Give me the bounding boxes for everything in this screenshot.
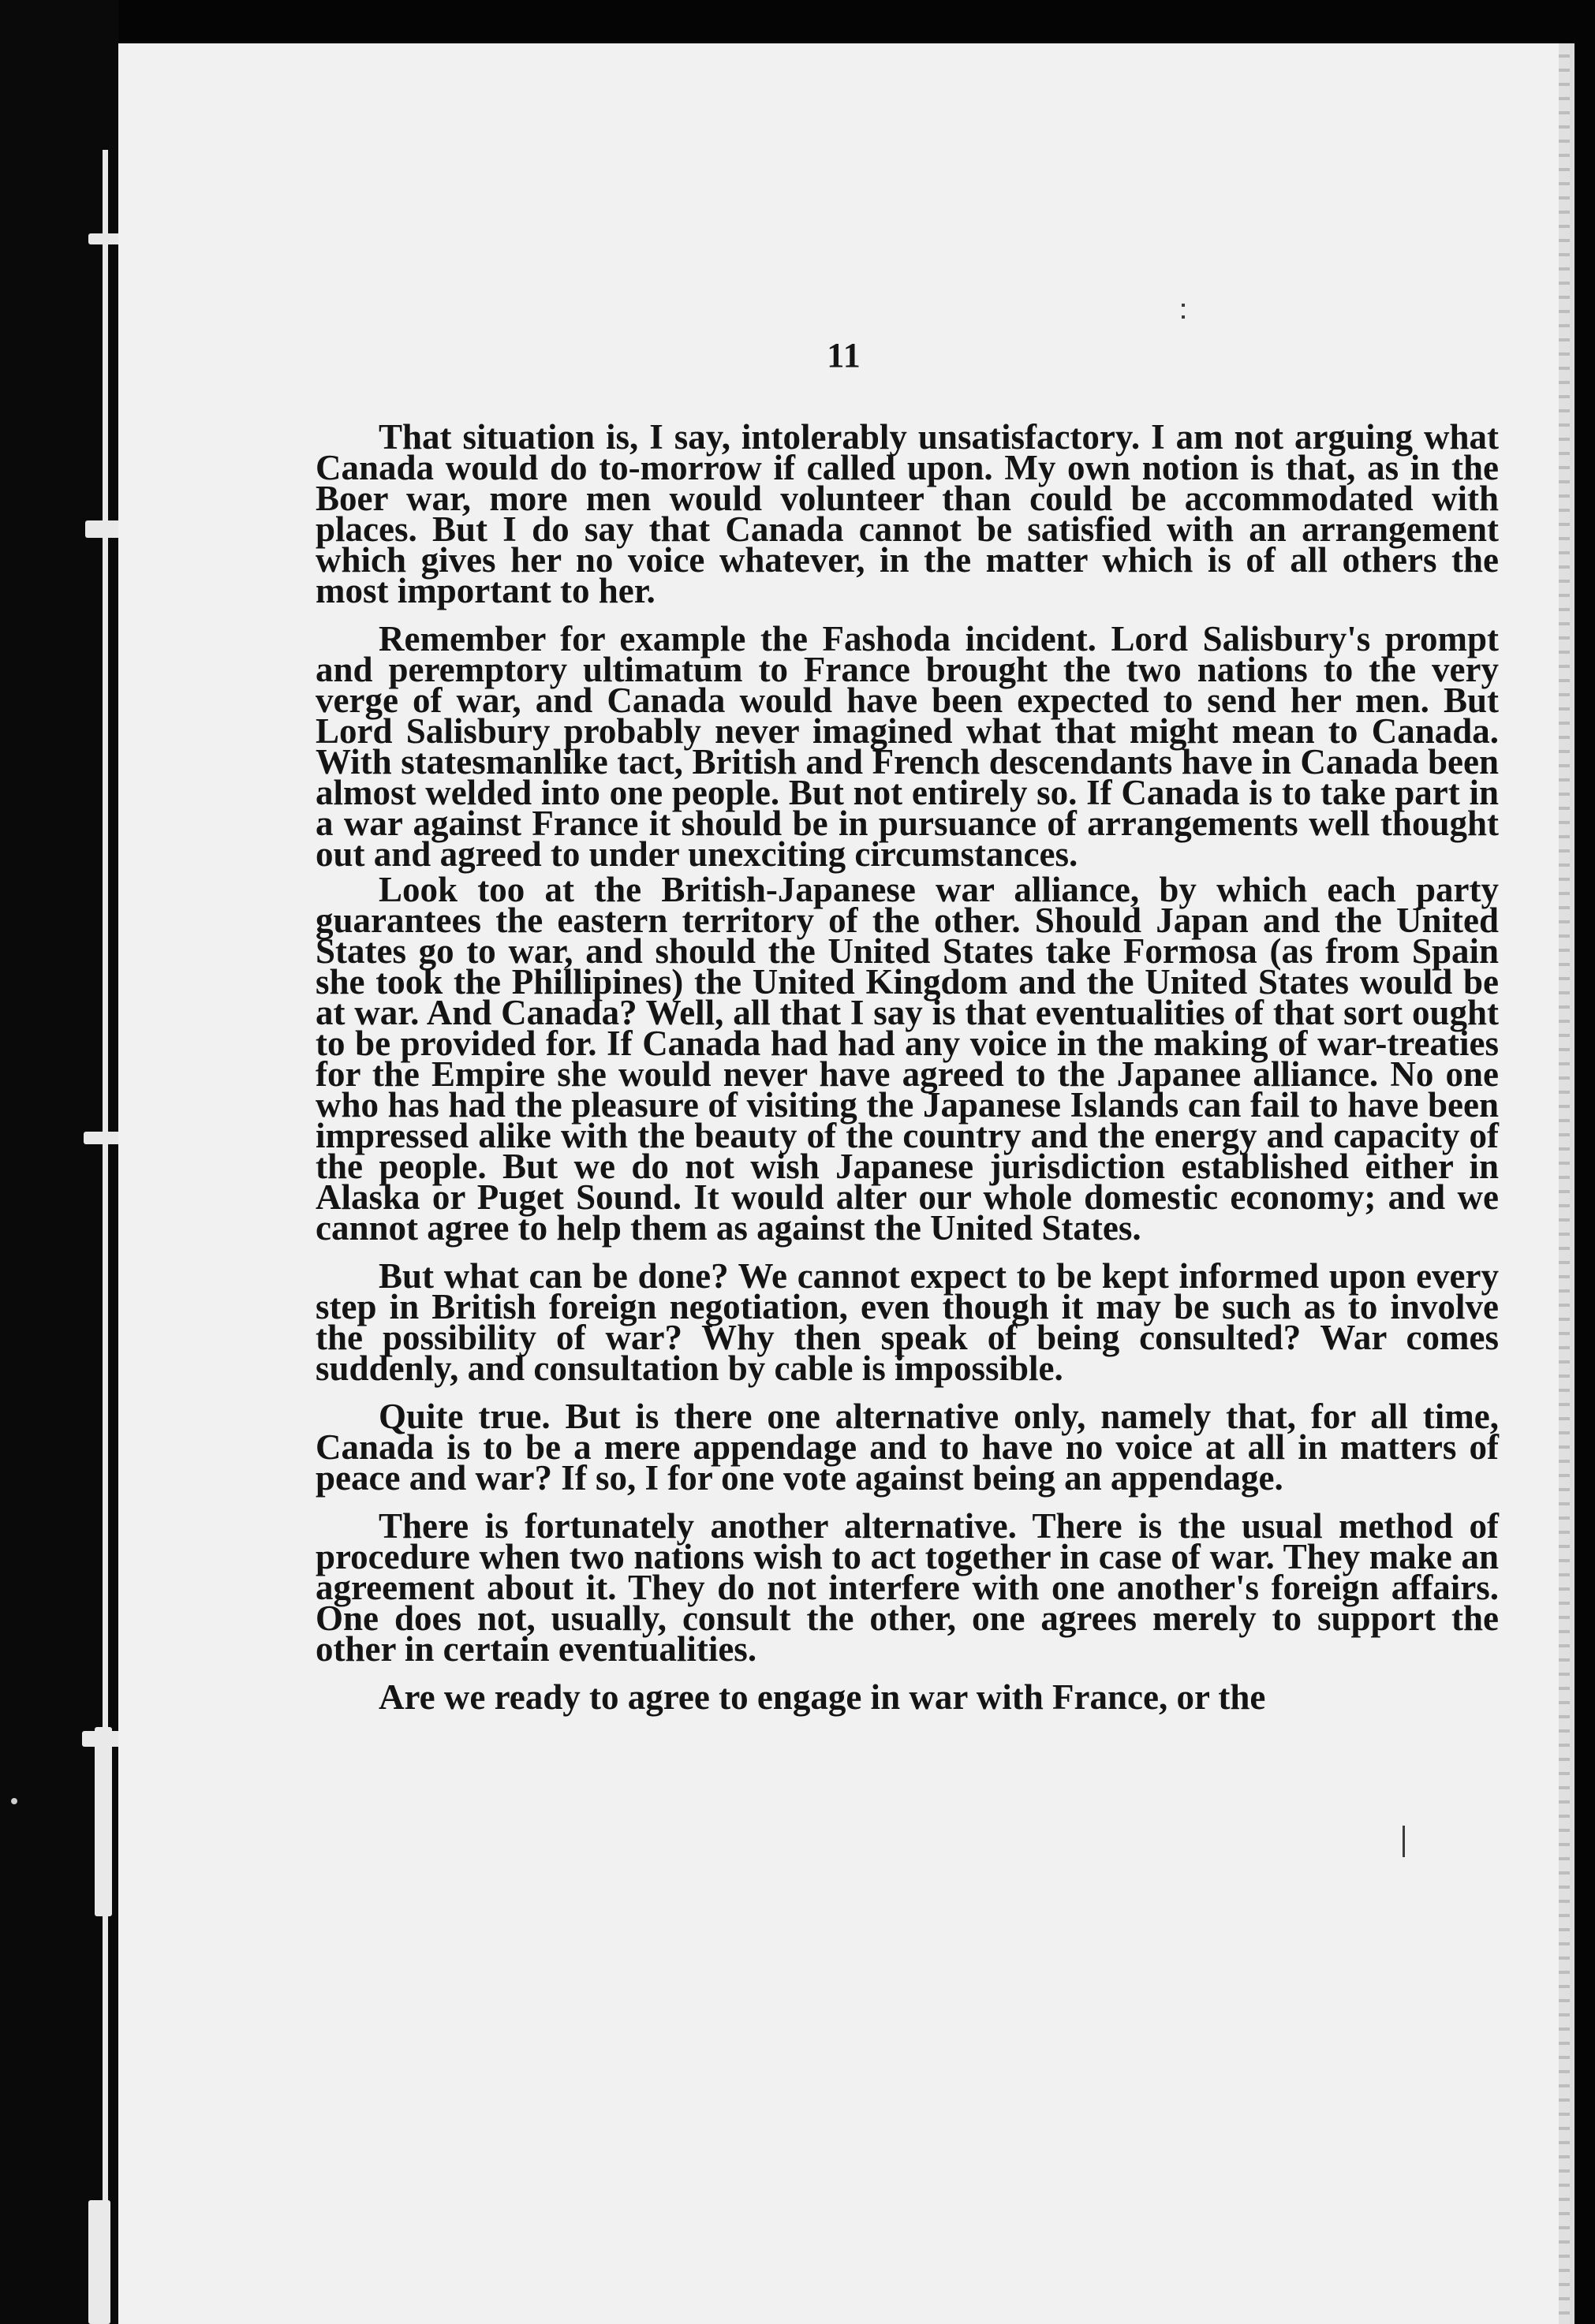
speck: [1182, 304, 1185, 307]
binding-stitch-mark: [88, 2200, 110, 2324]
paragraph: Are we ready to agree to engage in war with France, or the: [379, 1677, 1266, 1717]
book-binding: [0, 0, 118, 2324]
paragraph: Look too at the British-Japanese war alliance, by which each party guarantees the eastern territory of the other. Should Japan and the United States go to war, and should the United States take Formosa (as from Spain she took the Phillipines) the United Kingdom and the United States would be at war. And Canada? Well, all that I say is that eventualities of that sort ought to be provided for. If Canada had had any voice in the making of war-treaties for the Empire she would never have agreed to the Japanee alliance. No one who has had the pleasure of visiting the Japanese Islands can fail to have been impressed alike with the beauty of the country and the energy and capacity of the people. But we do not wish Japanese jurisdiction established either in Alaska or Puget Sound. It would alter our whole domestic economy; and we cannot agree to help them as against the United States.: [316, 870, 1499, 1248]
page-number: 11: [827, 336, 861, 375]
speck: [1182, 315, 1185, 319]
page-edge-shadow: [1559, 43, 1570, 2324]
paragraph: But what can be done? We cannot expect to be kept informed upon every step in British foreign negotiation, even though it may be such as to involve the possibility of war? Why then speak of being consulted? War comes suddenly, and consultation by cable is impossible.: [316, 1256, 1499, 1388]
document-page: [118, 43, 1574, 2324]
binding-spine-line: [103, 150, 108, 2324]
binding-hole: [11, 1798, 17, 1804]
paragraph: Remember for example the Fashoda incident. Lord Salisbury's prompt and peremptory ultimatum to France brought the two nations to the very verge of war, and Canada would have been expected to send her men. But Lord Salisbury probably never imagined what that might mean to Canada. With statesmanlike tact, British and French descendants have in Canada been almost welded into one people. But not entirely so. If Canada is to take part in a war against France it should be in pursuance of arrangements well thought out and agreed to under unexciting circumstances.: [316, 619, 1499, 874]
paragraph: That situation is, I say, intolerably unsatisfactory. I am not arguing what Canada would do to-morrow if called upon. My own notion is that, as in the Boer war, more men would volunteer than could be accommodated with places. But I do say that Canada cannot be satisfied with an arrangement which gives her no voice whatever, in the matter which is of all others the most important to her.: [316, 417, 1499, 610]
binding-stitch-mark: [95, 1727, 112, 1916]
paragraph: There is fortunately another alternative. There is the usual method of procedure when two nations wish to act together in case of war. They make an agreement about it. They do not interfere with one another's foreign affairs. One does not, usually, consult the other, one agrees merely to support the other in certain eventualities.: [316, 1506, 1499, 1669]
paragraph: Quite true. But is there one alternative only, namely that, for all time, Canada is to be a mere appendage and to have no voice at all in matters of peace and war? If so, I for one vote against being an appendage.: [316, 1397, 1499, 1498]
speck: [1403, 1826, 1405, 1857]
body-text: [316, 417, 1499, 1730]
